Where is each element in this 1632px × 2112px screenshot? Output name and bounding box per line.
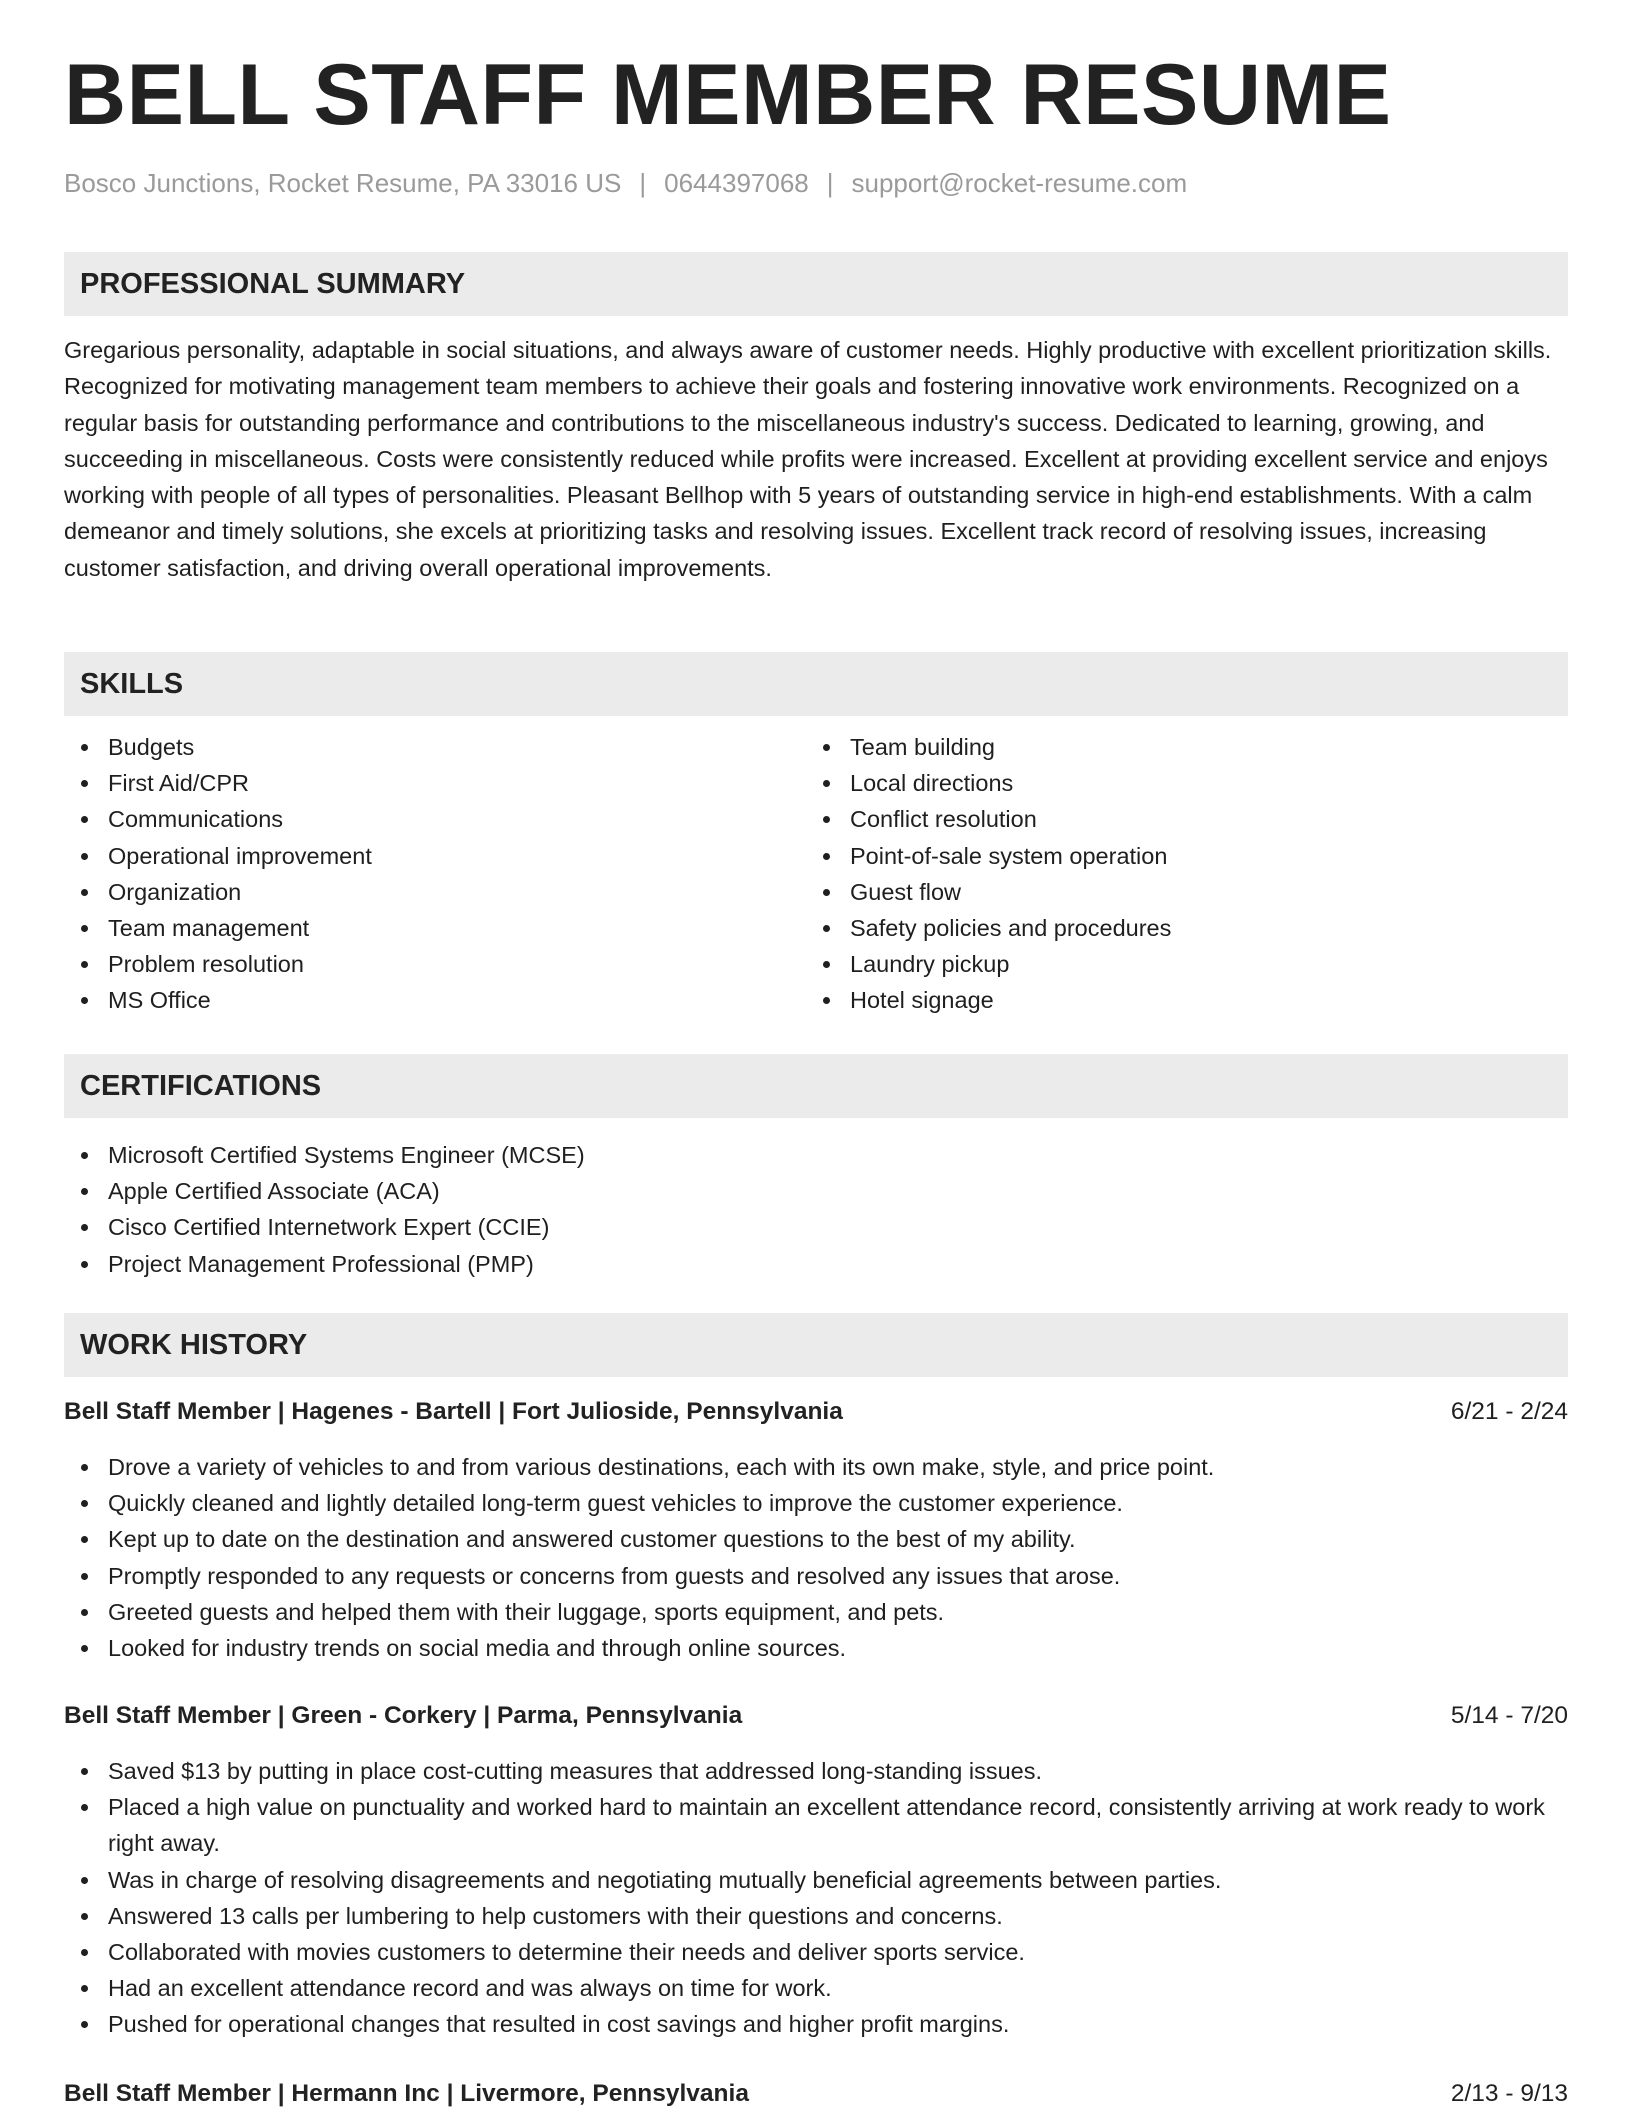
certifications-list — [64, 1137, 1568, 1282]
section-header-work-history: WORK HISTORY — [64, 1313, 1568, 1377]
job-bullet: Was in charge of resolving disagreements and negotiating mutually beneficial agreements between parties. — [64, 1862, 1568, 1898]
certification-item: Apple Certified Associate (ACA) — [64, 1173, 1568, 1209]
job-bullets — [64, 1753, 1568, 2043]
skill-item: Hotel signage — [806, 982, 1566, 1018]
job-bullet: Answered 13 calls per lumbering to help customers with their questions and concerns. — [64, 1898, 1568, 1934]
job-bullet: Looked for industry trends on social media and through online sources. — [64, 1630, 1568, 1666]
summary-text: Gregarious personality, adaptable in social situations, and always aware of customer needs. Highly productive with excellent prioritization skills. Recognized for motivating management team members to achieve their goals and fostering innovative work environments. Recognized on a regular basis for outstanding performance and contributions to the miscellaneous industry's success. Dedicated to learning, growing, and succeeding in miscellaneous. Costs were consistently reduced while profits were increased. Excellent at providing excellent service and enjoys working with people of all types of personalities. Pleasant Bellhop with 5 years of outstanding service in high-end establishments. With a calm demeanor and timely solutions, she excels at prioritizing tasks and resolving issues. Excellent track record of resolving issues, increasing customer satisfaction, and driving overall operational improvements. — [64, 337, 1552, 581]
skill-item: Point-of-sale system operation — [806, 838, 1566, 874]
job-bullet: Promptly responded to any requests or concerns from guests and resolved any issues that arose. — [64, 1558, 1568, 1594]
skills-list-right — [806, 729, 1566, 1019]
skill-item: Organization — [64, 874, 784, 910]
skill-item: Safety policies and procedures — [806, 910, 1566, 946]
skill-item: Conflict resolution — [806, 801, 1566, 837]
skill-item: Communications — [64, 801, 784, 837]
job-bullet: Drove a variety of vehicles to and from various destinations, each with its own make, style, and price point. — [64, 1449, 1568, 1485]
certification-item: Microsoft Certified Systems Engineer (MCSE) — [64, 1137, 1568, 1173]
skill-item: First Aid/CPR — [64, 765, 784, 801]
job-bullet: Pushed for operational changes that resulted in cost savings and higher profit margins. — [64, 2006, 1568, 2042]
contact-email: support@rocket-resume.com — [851, 168, 1188, 198]
skill-item: Laundry pickup — [806, 946, 1566, 982]
job-bullets — [64, 1449, 1568, 1666]
certification-item: Project Management Professional (PMP) — [64, 1246, 1568, 1282]
job-title: Bell Staff Member | Green - Corkery | Parma, Pennsylvania — [64, 1702, 743, 1729]
job-bullet: Saved $13 by putting in place cost-cutting measures that addressed long-standing issues. — [64, 1753, 1568, 1789]
skills-list-left — [64, 729, 784, 1019]
job-header — [64, 1700, 1568, 1732]
section-header-certifications: CERTIFICATIONS — [64, 1054, 1568, 1118]
skill-item: Budgets — [64, 729, 784, 765]
job-bullet: Collaborated with movies customers to determine their needs and deliver sports service. — [64, 1934, 1568, 1970]
contact-phone: 0644397068 — [664, 168, 809, 198]
job-title: Bell Staff Member | Hagenes - Bartell | Fort Julioside, Pennsylvania — [64, 1398, 843, 1425]
contact-separator: | — [826, 168, 834, 198]
job-bullet: Kept up to date on the destination and answered customer questions to the best of my ability. — [64, 1521, 1568, 1557]
skill-item: Operational improvement — [64, 838, 784, 874]
job-header — [64, 2078, 1568, 2110]
skill-item: Guest flow — [806, 874, 1566, 910]
job-dates: 2/13 - 9/13 — [1450, 2080, 1568, 2107]
contact-line — [64, 168, 1187, 199]
resume-title: BELL STAFF MEMBER RESUME — [64, 47, 1392, 143]
job-bullet: Greeted guests and helped them with their luggage, sports equipment, and pets. — [64, 1594, 1568, 1630]
section-header-summary: PROFESSIONAL SUMMARY — [64, 252, 1568, 316]
job-bullet: Had an excellent attendance record and was always on time for work. — [64, 1970, 1568, 2006]
job-title: Bell Staff Member | Hermann Inc | Livermore, Pennsylvania — [64, 2080, 749, 2107]
skill-item: MS Office — [64, 982, 784, 1018]
skill-item: Local directions — [806, 765, 1566, 801]
contact-address: Bosco Junctions, Rocket Resume, PA 33016 US — [64, 168, 622, 198]
skill-item: Team management — [64, 910, 784, 946]
job-dates: 5/14 - 7/20 — [1450, 1702, 1568, 1729]
certification-item: Cisco Certified Internetwork Expert (CCIE) — [64, 1209, 1568, 1245]
job-bullet: Quickly cleaned and lightly detailed long-term guest vehicles to improve the customer experience. — [64, 1485, 1568, 1521]
job-header — [64, 1396, 1568, 1428]
job-dates: 6/21 - 2/24 — [1450, 1398, 1568, 1425]
skill-item: Team building — [806, 729, 1566, 765]
skill-item: Problem resolution — [64, 946, 784, 982]
section-header-skills: SKILLS — [64, 652, 1568, 716]
job-bullet: Placed a high value on punctuality and worked hard to maintain an excellent attendance record, consistently arriving at work ready to work right away. — [64, 1789, 1568, 1861]
contact-separator: | — [639, 168, 647, 198]
